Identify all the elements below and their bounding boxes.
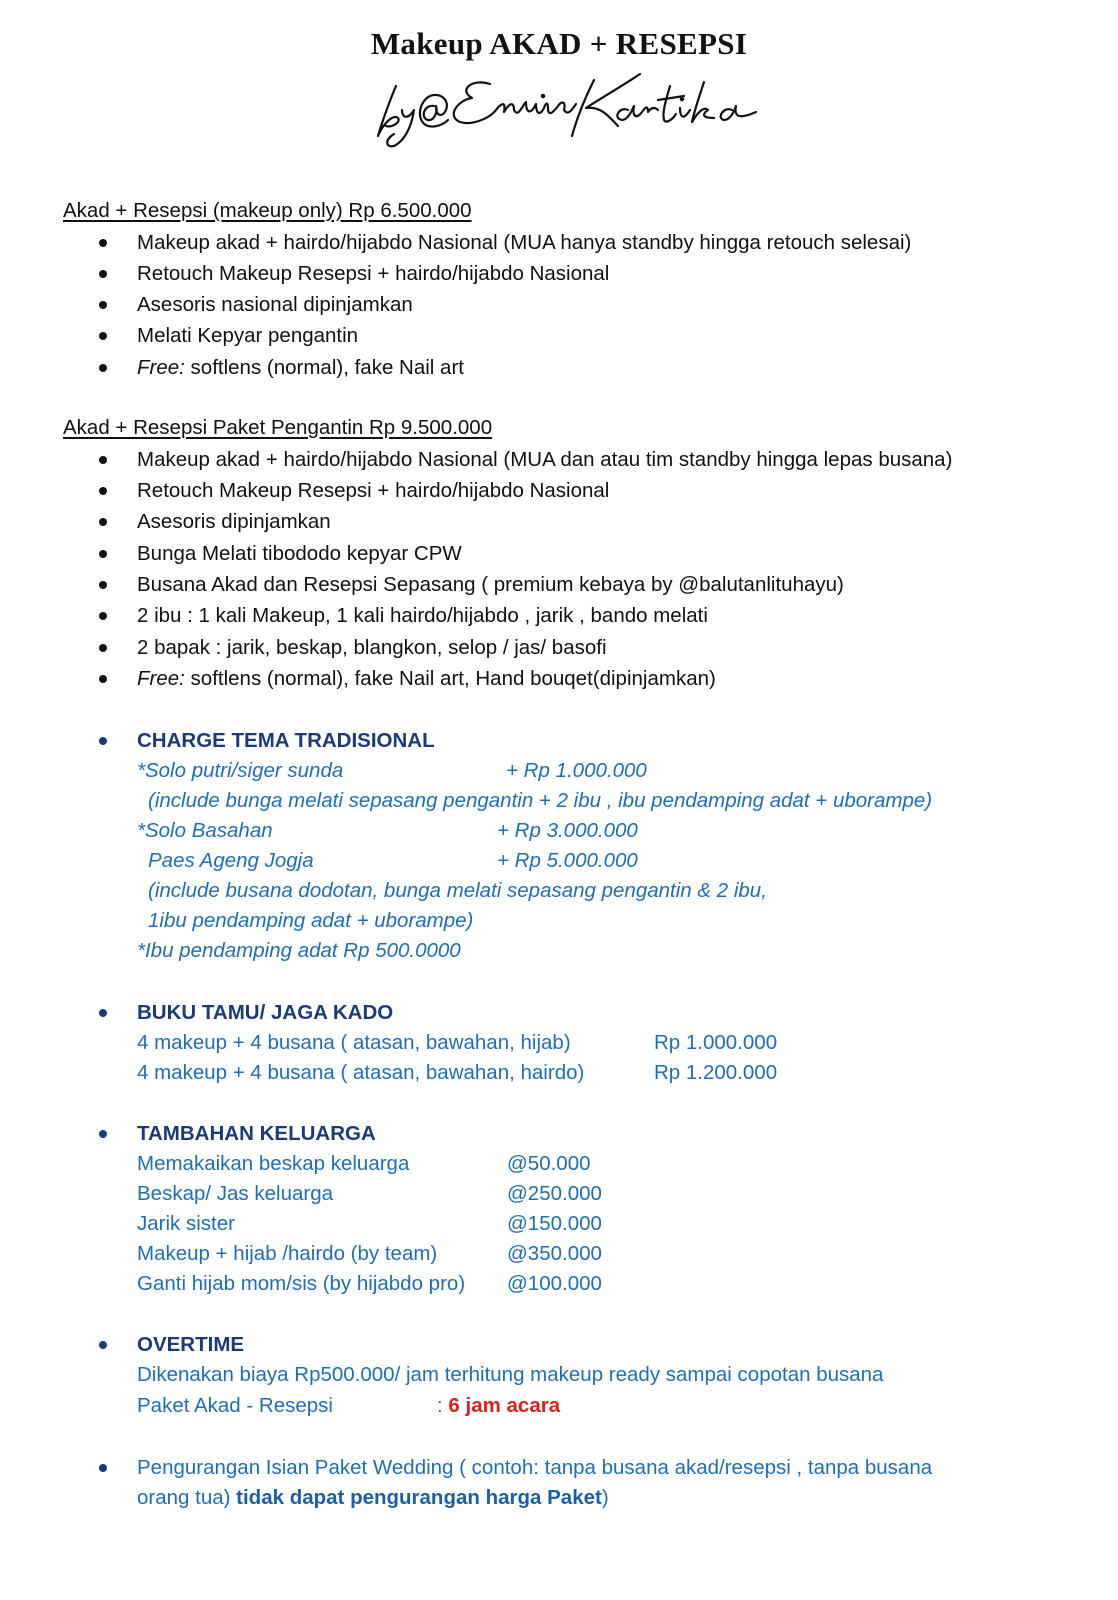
bullet-icon — [99, 675, 111, 687]
free-text: softlens (normal), fake Nail art, Hand bouqet(dipinjamkan) — [184, 667, 716, 690]
overtime-paket-label: Paket Akad - Resepsi — [137, 1394, 333, 1417]
solo-putri-label: *Solo putri/siger sunda — [137, 759, 344, 782]
keluarga-row-label: Jarik sister — [137, 1212, 235, 1235]
keluarga-heading: TAMBAHAN KELUARGA — [137, 1122, 376, 1145]
solo-putri-price: + Rp 1.000.000 — [506, 759, 647, 782]
keluarga-row-price: @100.000 — [507, 1272, 602, 1295]
bullet-icon — [99, 301, 111, 313]
paes-note-line-2: 1ibu pendamping adat + uborampe) — [148, 909, 474, 932]
free-text: softlens (normal), fake Nail art — [184, 356, 464, 379]
list-item: Retouch Makeup Resepsi + hairdo/hijabdo Nasional — [137, 262, 610, 285]
list-item: Retouch Makeup Resepsi + hairdo/hijabdo Nasional — [137, 479, 610, 502]
overtime-text: Dikenakan biaya Rp500.000/ jam terhitung makeup ready sampai copotan busana — [137, 1363, 884, 1386]
keluarga-row-label: Memakaikan beskap keluarga — [137, 1152, 410, 1175]
list-item: Asesoris dipinjamkan — [137, 510, 331, 533]
paes-ageng-label: Paes Ageng Jogja — [148, 849, 314, 872]
keluarga-row-label: Beskap/ Jas keluarga — [137, 1182, 334, 1205]
solo-putri-note: (include bunga melati sepasang pengantin + 2 ibu , ibu pendamping adat + uborampe) — [148, 789, 933, 812]
list-item: Busana Akad dan Resepsi Sepasang ( premium kebaya by @balutanlituhayu) — [137, 573, 844, 596]
list-item: Asesoris nasional dipinjamkan — [137, 293, 413, 316]
bullet-icon — [99, 612, 111, 624]
overtime-heading: OVERTIME — [137, 1333, 245, 1356]
pengurangan-start: orang tua) — [137, 1486, 237, 1509]
list-item: Melati Kepyar pengantin — [137, 324, 359, 347]
bullet-icon — [99, 550, 111, 562]
list-item: 2 bapak : jarik, beskap, blangkon, selop / jas/ basofi — [137, 636, 607, 659]
paes-note-line-1: (include busana dodotan, bunga melati sepasang pengantin & 2 ibu, — [148, 879, 767, 902]
list-item-free — [137, 356, 464, 380]
buku-tamu-row-price: Rp 1.000.000 — [654, 1031, 778, 1054]
bullet-icon — [99, 518, 111, 530]
bullet-icon — [99, 239, 111, 251]
ibu-pendamping-line: *Ibu pendamping adat Rp 500.0000 — [137, 939, 461, 962]
list-item: Bunga Melati tibododo kepyar CPW — [137, 542, 462, 565]
keluarga-row-price: @350.000 — [507, 1242, 602, 1265]
bullet-icon — [99, 270, 111, 282]
pengurangan-line-2 — [137, 1486, 609, 1510]
bullet-icon — [99, 644, 111, 656]
free-label: Free: — [137, 356, 185, 379]
package-2-heading: Akad + Resepsi Paket Pengantin Rp 9.500.000 — [63, 416, 493, 439]
keluarga-row-label: Makeup + hijab /hairdo (by team) — [137, 1242, 438, 1265]
signature-logo — [372, 66, 762, 150]
bullet-icon — [99, 1341, 111, 1353]
buku-tamu-row-price: Rp 1.200.000 — [654, 1061, 778, 1084]
keluarga-row-label: Ganti hijab mom/sis (by hijabdo pro) — [137, 1272, 466, 1295]
package-1-heading: Akad + Resepsi (makeup only) Rp 6.500.000 — [63, 199, 472, 222]
overtime-colon: : — [437, 1394, 449, 1417]
page-title: Makeup AKAD + RESEPSI — [370, 26, 748, 61]
buku-tamu-row-label: 4 makeup + 4 busana ( atasan, bawahan, hijab) — [137, 1031, 571, 1054]
bullet-icon — [99, 1130, 111, 1142]
tradisional-heading: CHARGE TEMA TRADISIONAL — [137, 729, 435, 752]
keluarga-row-price: @50.000 — [507, 1152, 591, 1175]
bullet-icon — [99, 487, 111, 499]
bullet-icon — [99, 364, 111, 376]
list-item: 2 ibu : 1 kali Makeup, 1 kali hairdo/hijabdo , jarik , bando melati — [137, 604, 708, 627]
bullet-icon — [99, 737, 111, 749]
list-item: Makeup akad + hairdo/hijabdo Nasional (MUA dan atau tim standby hingga lepas busana) — [137, 448, 953, 471]
pengurangan-line-1: Pengurangan Isian Paket Wedding ( contoh: tanpa busana akad/resepsi , tanpa busana — [137, 1456, 933, 1479]
solo-basahan-label: *Solo Basahan — [137, 819, 273, 842]
buku-tamu-row-label: 4 makeup + 4 busana ( atasan, bawahan, hairdo) — [137, 1061, 585, 1084]
free-label: Free: — [137, 667, 185, 690]
pengurangan-end: ) — [601, 1486, 609, 1509]
keluarga-row-price: @250.000 — [507, 1182, 602, 1205]
keluarga-row-price: @150.000 — [507, 1212, 602, 1235]
buku-tamu-heading: BUKU TAMU/ JAGA KADO — [137, 1001, 394, 1024]
bullet-icon — [99, 332, 111, 344]
solo-basahan-price: + Rp 3.000.000 — [497, 819, 638, 842]
bullet-icon — [99, 456, 111, 468]
bullet-icon — [99, 1464, 111, 1476]
list-item: Makeup akad + hairdo/hijabdo Nasional (MUA hanya standby hingga retouch selesai) — [137, 231, 912, 254]
bullet-icon — [99, 1009, 111, 1021]
bullet-icon — [99, 581, 111, 593]
paes-ageng-price: + Rp 5.000.000 — [497, 849, 638, 872]
list-item-free — [137, 667, 716, 691]
overtime-hours: 6 jam acara — [448, 1394, 561, 1417]
pengurangan-bold: tidak dapat pengurangan harga Paket — [236, 1486, 602, 1509]
overtime-paket-value — [437, 1394, 560, 1418]
